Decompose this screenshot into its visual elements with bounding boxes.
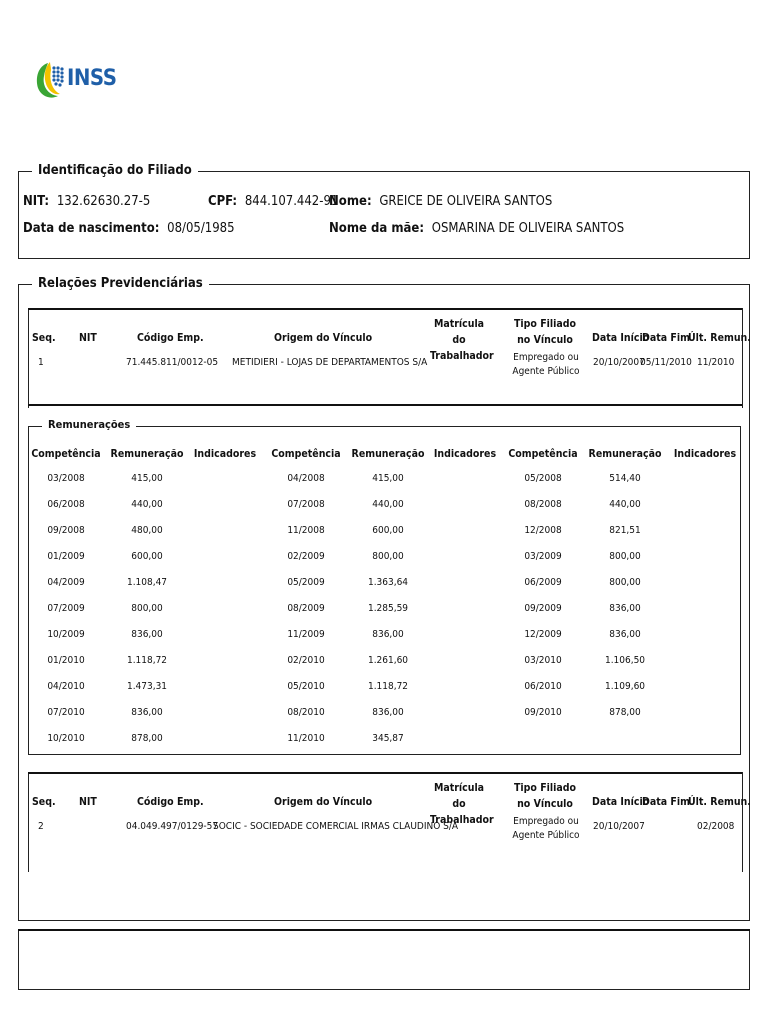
remuneracoes-header-competencia: Competência — [31, 448, 101, 460]
remuneracao-row — [0, 707, 768, 729]
vinculo-1-inicio: 20/10/2007 — [593, 357, 645, 368]
bottom-box-top-rule — [18, 929, 750, 931]
vinculo-1-bottom-rule — [28, 404, 742, 406]
remuneracao-row — [0, 499, 768, 521]
nascimento-value: 08/05/1985 — [167, 221, 235, 236]
remuneracao-remuneracao-cell: 1.118,72 — [126, 655, 168, 666]
vinculo-2-origem: SOCIC - SOCIEDADE COMERCIAL IRMAS CLAUDINO S/A — [213, 821, 459, 832]
remuneracao-row — [0, 655, 768, 677]
vinculo-1-seq: 1 — [38, 357, 44, 368]
remuneracao-competencia-cell: 11/2008 — [287, 525, 325, 536]
inss-logo-icon — [34, 60, 68, 100]
header-nit: NIT — [79, 332, 97, 344]
vinculo-1-ult: 11/2010 — [697, 357, 735, 368]
cpf-label: CPF: — [208, 194, 238, 209]
vinculo-2-tipo: Empregado ou Agente Público — [512, 816, 580, 841]
header-2-codigo: Código Emp. — [137, 796, 204, 808]
remuneracao-remuneracao-cell: 1.285,59 — [367, 603, 409, 614]
nome-value: GREICE DE OLIVEIRA SANTOS — [379, 194, 553, 209]
remuneracoes-header-indicadores: Indicadores — [673, 448, 737, 460]
remuneracao-competencia-cell: 06/2009 — [524, 577, 562, 588]
remuneracao-competencia-cell: 09/2009 — [524, 603, 562, 614]
remuneracao-competencia-cell: 04/2008 — [287, 473, 325, 484]
vinculo-1-origem: METIDIERI - LOJAS DE DEPARTAMENTOS S/A — [232, 357, 428, 368]
remuneracao-competencia-cell: 08/2010 — [287, 707, 325, 718]
remuneracao-remuneracao-cell: 1.106,50 — [604, 655, 646, 666]
remuneracao-competencia-cell: 05/2008 — [524, 473, 562, 484]
remuneracao-remuneracao-cell: 836,00 — [372, 707, 404, 718]
remuneracoes-legend: Remunerações — [42, 418, 136, 431]
inss-logo-text: INSS — [67, 66, 117, 91]
header-2-inicio: Data Início — [592, 796, 650, 808]
remuneracao-row — [0, 629, 768, 651]
remuneracao-competencia-cell: 05/2009 — [287, 577, 325, 588]
mae-label: Nome da mãe: — [329, 221, 425, 236]
remuneracao-competencia-cell: 08/2008 — [524, 499, 562, 510]
header-origem: Origem do Vínculo — [274, 332, 373, 344]
header-2-seq: Seq. — [32, 796, 56, 808]
vinculo-2-codigo: 04.049.497/0129-57 — [126, 821, 219, 832]
remuneracao-remuneracao-cell: 836,00 — [609, 629, 641, 640]
remuneracao-remuneracao-cell: 800,00 — [372, 551, 404, 562]
remuneracao-competencia-cell: 03/2009 — [524, 551, 562, 562]
remuneracao-remuneracao-cell: 836,00 — [131, 707, 163, 718]
remuneracao-row — [0, 603, 768, 625]
remuneracao-remuneracao-cell: 440,00 — [131, 499, 163, 510]
nit-row — [23, 194, 150, 209]
remuneracao-competencia-cell: 04/2009 — [47, 577, 85, 588]
remuneracao-remuneracao-cell: 836,00 — [131, 629, 163, 640]
nome-row — [329, 194, 552, 209]
remuneracao-competencia-cell: 06/2010 — [524, 681, 562, 692]
remuneracao-competencia-cell: 12/2009 — [524, 629, 562, 640]
vinculo-2-ult: 02/2008 — [697, 821, 735, 832]
remuneracao-competencia-cell: 04/2010 — [47, 681, 85, 692]
identificacao-legend: Identificação do Filiado — [32, 163, 198, 178]
vinculo-2-top-rule — [28, 772, 742, 774]
vinculo-1-fim: 05/11/2010 — [640, 357, 692, 368]
remuneracao-competencia-cell: 07/2009 — [47, 603, 85, 614]
remuneracao-remuneracao-cell: 1.118,72 — [367, 681, 409, 692]
remuneracao-remuneracao-cell: 440,00 — [372, 499, 404, 510]
header-seq: Seq. — [32, 332, 56, 344]
header-2-nit: NIT — [79, 796, 97, 808]
mae-row — [329, 221, 624, 236]
remuneracao-remuneracao-cell: 836,00 — [372, 629, 404, 640]
remuneracao-competencia-cell: 10/2010 — [47, 733, 85, 744]
remuneracao-remuneracao-cell: 821,51 — [609, 525, 641, 536]
inss-logo — [34, 60, 117, 100]
header-ult: Últ. Remun. — [688, 332, 751, 344]
remuneracao-competencia-cell: 10/2009 — [47, 629, 85, 640]
remuneracao-remuneracao-cell: 415,00 — [131, 473, 163, 484]
remuneracao-remuneracao-cell: 345,87 — [372, 733, 404, 744]
remuneracao-competencia-cell: 03/2008 — [47, 473, 85, 484]
nome-label: Nome: — [329, 194, 372, 209]
remuneracao-row — [0, 551, 768, 573]
remuneracao-competencia-cell: 11/2010 — [287, 733, 325, 744]
remuneracao-remuneracao-cell: 440,00 — [609, 499, 641, 510]
remuneracao-competencia-cell: 07/2010 — [47, 707, 85, 718]
remuneracao-remuneracao-cell: 800,00 — [609, 577, 641, 588]
vinculo-1-codigo: 71.445.811/0012-05 — [126, 357, 219, 368]
remuneracao-row — [0, 577, 768, 599]
remuneracao-competencia-cell: 07/2008 — [287, 499, 325, 510]
remuneracoes-header-remuneracao: Remuneração — [588, 448, 662, 460]
remuneracao-competencia-cell: 11/2009 — [287, 629, 325, 640]
vinculo-2-seq: 2 — [38, 821, 44, 832]
remuneracoes-header-indicadores: Indicadores — [193, 448, 257, 460]
remuneracao-remuneracao-cell: 800,00 — [131, 603, 163, 614]
remuneracao-competencia-cell: 09/2008 — [47, 525, 85, 536]
remuneracao-competencia-cell: 01/2009 — [47, 551, 85, 562]
header-2-fim: Data Fim — [642, 796, 690, 808]
header-2-ult: Últ. Remun. — [688, 796, 751, 808]
remuneracao-competencia-cell: 02/2010 — [287, 655, 325, 666]
remuneracoes-header-competencia: Competência — [271, 448, 341, 460]
remuneracoes-header-remuneracao: Remuneração — [110, 448, 184, 460]
remuneracao-row — [0, 733, 768, 755]
header-2-origem: Origem do Vínculo — [274, 796, 373, 808]
remuneracao-remuneracao-cell: 600,00 — [131, 551, 163, 562]
remuneracao-remuneracao-cell: 480,00 — [131, 525, 163, 536]
identificacao-section — [18, 171, 750, 259]
remuneracao-remuneracao-cell: 878,00 — [131, 733, 163, 744]
remuneracao-row — [0, 525, 768, 547]
remuneracao-competencia-cell: 03/2010 — [524, 655, 562, 666]
remuneracao-row — [0, 473, 768, 495]
vinculo-2-inicio: 20/10/2007 — [593, 821, 645, 832]
remuneracao-remuneracao-cell: 800,00 — [609, 551, 641, 562]
remuneracao-competencia-cell: 09/2010 — [524, 707, 562, 718]
vinculo-1-tipo: Empregado ou Agente Público — [512, 352, 580, 377]
remuneracoes-header-remuneracao: Remuneração — [351, 448, 425, 460]
header-inicio: Data Início — [592, 332, 650, 344]
mae-value: OSMARINA DE OLIVEIRA SANTOS — [431, 221, 625, 236]
remuneracao-competencia-cell: 06/2008 — [47, 499, 85, 510]
header-2-matricula: Matrícula do Trabalhador — [430, 782, 494, 826]
remuneracao-remuneracao-cell: 600,00 — [372, 525, 404, 536]
cpf-row — [208, 194, 338, 209]
header-matricula: Matrícula do Trabalhador — [430, 318, 494, 362]
remuneracao-competencia-cell: 12/2008 — [524, 525, 562, 536]
remuneracao-remuneracao-cell: 1.363,64 — [367, 577, 409, 588]
remuneracao-competencia-cell: 01/2010 — [47, 655, 85, 666]
vinculo-1-top-rule — [28, 308, 742, 310]
remuneracao-competencia-cell: 08/2009 — [287, 603, 325, 614]
cpf-value: 844.107.442-91 — [244, 194, 339, 209]
remuneracao-remuneracao-cell: 1.108,47 — [126, 577, 168, 588]
header-fim: Data Fim — [642, 332, 690, 344]
remuneracao-competencia-cell: 02/2009 — [287, 551, 325, 562]
remuneracao-row — [0, 681, 768, 703]
header-2-tipo: Tipo Filiado no Vínculo — [513, 782, 576, 810]
nascimento-row — [23, 221, 235, 236]
remuneracoes-header-competencia: Competência — [508, 448, 578, 460]
remuneracao-remuneracao-cell: 1.109,60 — [604, 681, 646, 692]
nascimento-label: Data de nascimento: — [23, 221, 160, 236]
bottom-empty-section — [18, 929, 750, 990]
remuneracoes-header-indicadores: Indicadores — [433, 448, 497, 460]
remuneracao-remuneracao-cell: 836,00 — [609, 603, 641, 614]
remuneracao-remuneracao-cell: 415,00 — [372, 473, 404, 484]
remuneracao-remuneracao-cell: 514,40 — [609, 473, 641, 484]
nit-label: NIT: — [23, 194, 50, 209]
remuneracao-remuneracao-cell: 1.473,31 — [126, 681, 168, 692]
remuneracao-remuneracao-cell: 1.261,60 — [367, 655, 409, 666]
relacoes-legend: Relações Previdenciárias — [32, 276, 209, 291]
header-codigo: Código Emp. — [137, 332, 204, 344]
remuneracao-competencia-cell: 05/2010 — [287, 681, 325, 692]
nit-value: 132.62630.27-5 — [56, 194, 151, 209]
header-tipo: Tipo Filiado no Vínculo — [513, 318, 576, 346]
remuneracao-remuneracao-cell: 878,00 — [609, 707, 641, 718]
